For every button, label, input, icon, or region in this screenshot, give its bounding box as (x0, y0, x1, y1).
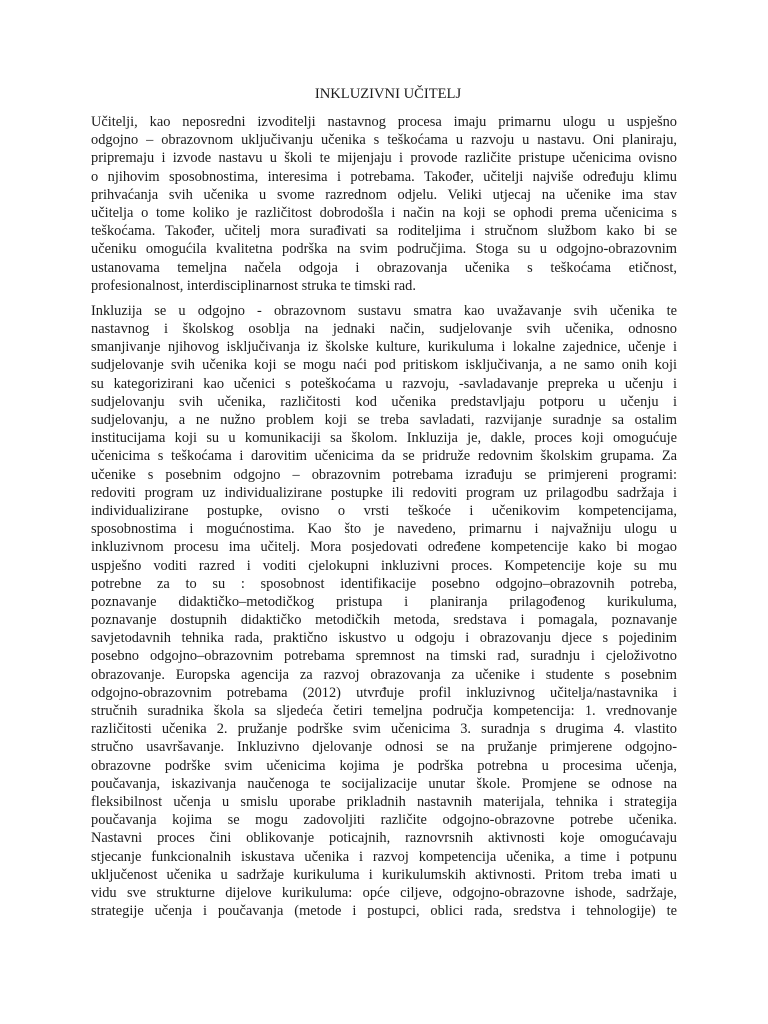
text-line: Inkluzija se u odgojno - obrazovnom sustavu smatra kao uvažavanje svih učenika te (91, 302, 677, 319)
text-line: sposobnostima i mogućnostima. Kao što je navedeno, primarnu i najvažniju ulogu u (91, 521, 677, 538)
text-line: o njihovim sposobnostima, interesima i potrebama. Također, učitelji najviše određuju klimu (91, 168, 677, 185)
text-line: redoviti program uz individualizirane postupke ili redoviti program uz prilagodbu sadržaja i (91, 484, 677, 501)
text-line: poznavanje dostupnih didaktičko metodičkih metoda, sredstava i pomagala, poznavanje (91, 612, 677, 629)
document-body (91, 113, 677, 920)
text-line: institucijama koji su u komunikaciji sa školom. Inkluzija je, dakle, proces koji omogućuje (91, 430, 677, 447)
text-line: individualizirane postupke, ovisno o vrsti teškoće i učenikovim kompetencijama, (91, 502, 677, 519)
document-title: INKLUZIVNI UČITELJ (314, 86, 462, 102)
text-line: poučavanja, iskazivanja naučenoga te socijalizacije unutar škole. Promjene se odnose na (91, 775, 677, 792)
text-line: sudjelovanju svih učenika, različitosti kod učenika predstavljaju potporu u učenju i (91, 393, 677, 410)
text-line: smanjivanje njihovog isključivanja iz školske kulture, kurikuluma i lokalne zajednice, učenje i (91, 339, 677, 356)
text-line: učenike s posebnim odgojno – obrazovnim potrebama izrađuju se primjereni programi: (91, 466, 677, 483)
paragraph (91, 302, 677, 920)
text-line: ustanovama temeljna načela odgoja i obrazovanja učenika s teškoćama etičnost, (91, 259, 677, 276)
text-line: poznavanje didaktičko–metodičkog pristupa i planiranja prilagođenog kurikuluma, (91, 593, 677, 610)
text-line: sudjelovanje svih učenika koji se mogu naći pod pritiskom isključivanja, a ne samo onih koji (91, 357, 677, 374)
text-line: inkluzivnom procesu ima učitelj. Mora posjedovati određene kompetencije kako bi mogao (91, 539, 677, 556)
text-line: sudjelovanju, a ne nužno problem koji se treba savladati, razvijanje suradnje sa ostalim (91, 412, 677, 428)
text-line: fleksibilnost učenja u smislu uporabe prikladnih nastavnih materijala, tehnika i strategija (91, 793, 677, 810)
text-line: uključenost učenika u sadržaje kurikuluma i kurikulumskih aktivnosti. Pritom treba imati u (91, 866, 677, 883)
text-line: odgojno-obrazovnim potrebama (2012) utvrđuje profil inkluzivnog učitelja/nastavnika i (91, 684, 677, 701)
text-line: obrazovanje. Europska agencija za razvoj obrazovanja za učenike i studente s posebnim (91, 666, 677, 683)
text-line: učenicima s teškoćama i darovitim učenicima da se pridruže redovnim školskim grupama. Za (91, 448, 677, 465)
text-line: nastavnog i školskog osoblja na jednaki način, sudjelovanje svih učenika, odnosno (91, 321, 677, 338)
text-line: su kategorizirani kao učenici s poteškoćama u razvoju, -savladavanje prepreka u učenju i (91, 375, 677, 392)
text-line: različitosti učenika 2. pružanje podrške svim učenicima 3. suradnja s drugima 4. vlastito (91, 721, 677, 738)
text-line: učeniku omogućila kvalitetna podrška na svim područjima. Stoga su u odgojno-obrazovnim (91, 241, 677, 258)
text-line: vidu sve strukturne dijelove kurikuluma: opće ciljeve, odgojno-obrazovne ishode, sadržaje, (91, 884, 677, 901)
paragraph (91, 113, 677, 295)
text-line: uspješno voditi razred i voditi cjelokupni inkluzivni proces. Kompetencije koje su mu (91, 557, 677, 574)
text-line: potrebne za to su : sposobnost identifikacije posebno odgojno–obrazovnih potreba, (91, 575, 677, 592)
text-line: učitelja o tome koliko je različitost dobrodošla i način na koji se ophodi prema učenicima s (91, 204, 677, 221)
text-line: teškoćama. Također, učitelj mora surađivati sa roditeljima i stručnom službom kako bi se (91, 223, 677, 240)
text-line: stručno usavršavanje. Inkluzivno djelovanje odnosi se na pružanje primjerene odgojno- (91, 739, 677, 756)
text-line: strategije učenja i poučavanja (metode i postupci, oblici rada, sredstva i tehnologije) te (91, 903, 677, 920)
text-line: stjecanje funkcionalnih iskustava učenika i razvoj kompetencija učenika, a time i potpunu (91, 848, 677, 865)
text-line: savjetodavnih tehnika rada, praktično iskustvo u odgoju i obrazovanju djece s pojedinim (91, 630, 677, 647)
document-page (91, 84, 677, 920)
text-line: stručnih suradnika škola sa sljedeća četiri temeljna područja kompetencija: 1. vrednovanje (91, 703, 677, 719)
text-line: obrazovne podrške svim učenicima kojima je podrška potrebna u procesima učenja, (91, 757, 677, 774)
text-line: profesionalnost, interdisciplinarnost struka te timski rad. (91, 277, 416, 294)
text-line: odgojno – obrazovnom uključivanju učenika s teškoćama u razvoju u nastavu. Oni planiraju, (91, 132, 677, 149)
text-line: poučavanja kojima se mogu zadovoljiti različite odgojno-obrazovne potrebe učenika. (91, 812, 677, 829)
text-line: pripremaju i izvode nastavu u školi te mijenjaju i provode različite pristupe učenicima ovisno (91, 150, 677, 167)
text-line: Nastavni proces čini oblikovanje poticajnih, raznovrsnih aktivnosti koje omogućavaju (91, 830, 677, 847)
text-line: posebno odgojno–obrazovnim potrebama spremnost na timski rad, suradnju i cjeloživotno (91, 648, 677, 665)
text-line: Učitelji, kao neposredni izvoditelji nastavnog procesa imaju primarnu ulogu u uspješno (91, 114, 677, 130)
text-line: prihvaćanja svih učenika u svome razrednom odjelu. Veliki utjecaj na učenike ima stav (91, 186, 677, 203)
